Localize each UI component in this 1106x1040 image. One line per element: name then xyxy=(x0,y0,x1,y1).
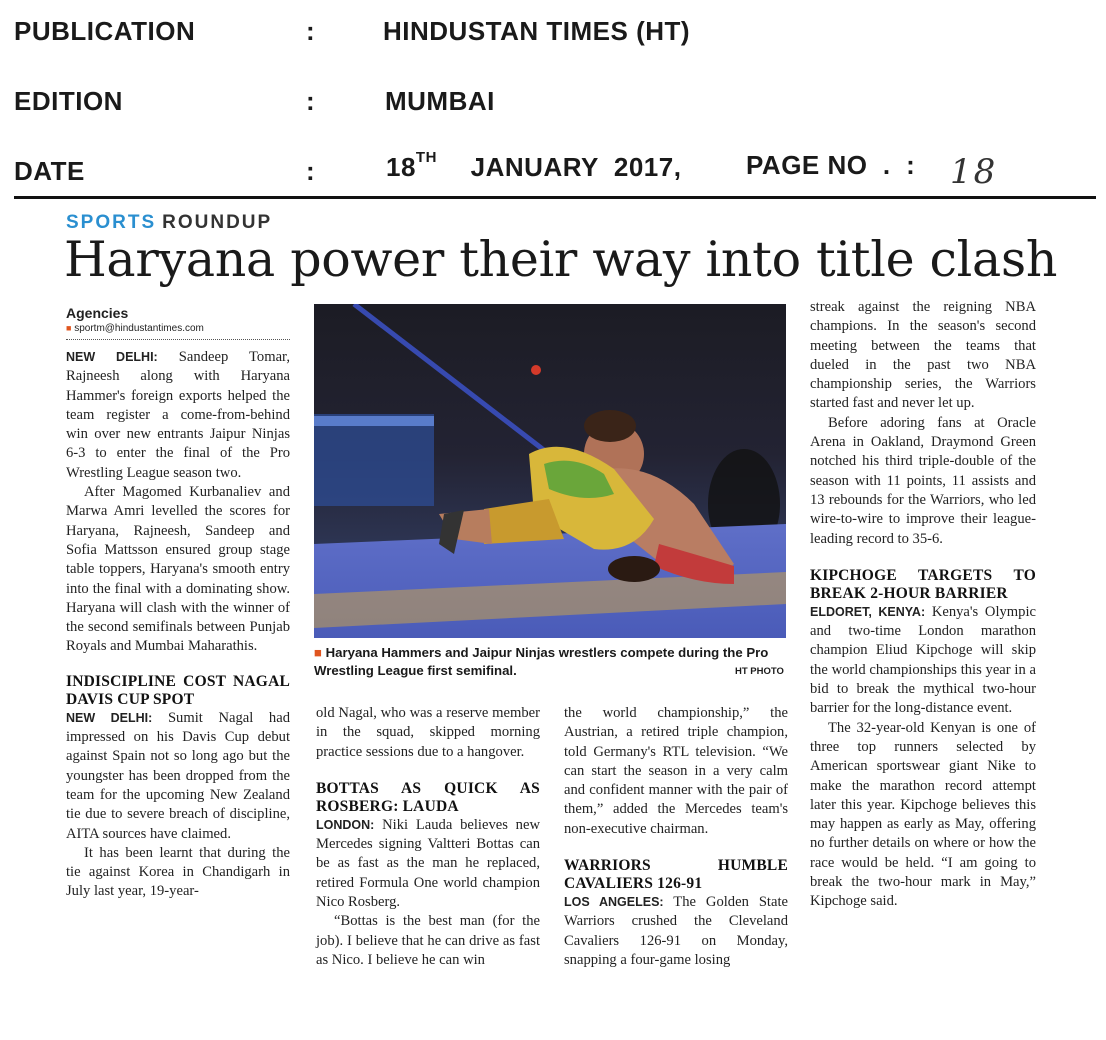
edition-label: EDITION xyxy=(14,86,123,116)
byline: Agencies xyxy=(66,305,129,321)
story3-para2: “Bottas is the best man (for the job). I believe that he can drive as fast as Nico. I believe he can win xyxy=(316,913,540,968)
column-2 xyxy=(316,704,540,970)
date-month-year: JANUARY 2017, xyxy=(470,152,682,182)
wrestlers-illustration xyxy=(314,304,786,638)
photo-credit: HT PHOTO xyxy=(735,666,784,677)
caption-bullet-icon: ■ xyxy=(314,645,322,660)
story5-para1: ELDORET, KENYA: Kenya's Olympic and two-time London marathon champion Eliud Kipchoge will skip the world championships this year in a bid to break the mythical two-hour barrier for the long-distance event. xyxy=(810,603,1036,717)
story2-dateline: NEW DELHI: xyxy=(66,710,153,725)
date-suffix: TH xyxy=(415,149,437,167)
date-separator: : xyxy=(306,156,316,186)
photo-caption: ■ Haryana Hammers and Jaipur Ninjas wrestlers compete during the Pro Wrestling League first semifinal. xyxy=(314,645,769,678)
publication-label: PUBLICATION xyxy=(14,16,196,46)
story2-para2: It has been learnt that during the tie against Korea in Chandigarh in July last year, 19-year- xyxy=(66,844,290,900)
story4-dateline: LOS ANGELES: xyxy=(564,895,664,910)
kicker-roundup: ROUNDUP xyxy=(162,212,273,233)
edition-value: MUMBAI xyxy=(385,86,495,116)
story2-para1: NEW DELHI: Sumit Nagal had impressed on his Davis Cup debut against Spain not so long ago but the youngster has been dropped from the team for the upcoming New Zealand tie due to severe breach of discipline, AITA sources have claimed. xyxy=(66,709,290,842)
publication-separator: : xyxy=(306,16,316,46)
kicker-sports: SPORTS xyxy=(66,212,157,233)
story5-para2: The 32-year-old Kenyan is one of three top runners selected by American sportswear giant Nike to make the marathon record attempt later this year. Kipchoge believes this may happen as early as May, offering no further details on where or how the race would be held. “I am going to break the two-hour mark in May,” Kipchoge said. xyxy=(810,719,1036,910)
date-day: 18 xyxy=(386,152,416,182)
page-number-handwritten: 18 xyxy=(950,152,998,192)
story1-dateline: NEW DELHI: xyxy=(66,350,158,364)
story2-heading: INDISCIPLINE COST NAGAL DAVIS CUP SPOT xyxy=(66,672,290,708)
story1-para1: NEW DELHI: Sandeep Tomar, Rajneesh along with Haryana Hammer's foreign exports helped the team register a come-from-behind win over new entrants Jaipur Ninjas 6-3 to enter the final of the Pro Wrestling League season two. xyxy=(66,349,290,481)
publication-value: HINDUSTAN TIMES (HT) xyxy=(383,16,691,46)
story4-para1: LOS ANGELES: The Golden State Warriors crushed the Cleveland Cavaliers 126-91 on Monday, snapping a four-game losing xyxy=(564,894,788,968)
story1-para2: After Magomed Kurbanaliev and Marwa Amri levelled the scores for Haryana, Rajneesh, Sandeep and Sofia Mattsson ensured group stage table toppers, Haryana's smooth entry into the final with a dominating show. Haryana will clash with the winner of the second semifinals between Punjab Royals and Mumbai Maharathis. xyxy=(66,484,290,655)
story4-para1-continued: streak against the reigning NBA champions. In the season's second meeting between the teams that dueled in the past two NBA championship series, the Warriors started fast and never let up. xyxy=(810,299,1036,412)
story3-para2-continued: the world championship,” the Austrian, a retired triple champion, told Germany's RTL television. “We can start the season in a very calm and confident manner with the pair of them,” added the Mercedes team's non-executive chairman. xyxy=(564,705,788,837)
story3-heading: BOTTAS AS QUICK AS ROSBERG: LAUDA xyxy=(316,779,540,815)
story2-para2-continued: old Nagal, who was a reserve member in the squad, skipped morning practice sessions due to a hangover. xyxy=(316,705,540,760)
column-3 xyxy=(564,704,788,970)
story4-heading: WARRIORS HUMBLE CAVALIERS 126-91 xyxy=(564,857,788,893)
story5-dateline: ELDORET, KENYA: xyxy=(810,604,926,619)
headline: Haryana power their way into title clash xyxy=(64,231,1058,288)
header-rule xyxy=(14,196,1096,199)
bullet-icon: ■ xyxy=(66,323,72,333)
story3-para1: LONDON: Niki Lauda believes new Mercedes signing Valtteri Bottas can be as fast as the man he replaced, retired Formula One world champion Nico Rosberg. xyxy=(316,816,540,911)
byline-email: ■ sportm@hindustantimes.com xyxy=(66,321,290,340)
wrestling-photo xyxy=(314,304,786,638)
column-4 xyxy=(810,298,1036,912)
column-1 xyxy=(66,305,290,902)
story4-para2: Before adoring fans at Oracle Arena in Oakland, Draymond Green notched his third triple-double of the season with 11 points, 11 assists and 13 rebounds for the Warriors, who led wire-to-wire to improve their league-leading record to 35-6. xyxy=(810,414,1036,547)
story5-heading: KIPCHOGE TARGETS TO BREAK 2-HOUR BARRIER xyxy=(810,566,1036,602)
edition-separator: : xyxy=(306,86,316,116)
date-value xyxy=(386,149,682,183)
page-label: PAGE NO . : xyxy=(746,150,916,180)
story3-dateline: LONDON: xyxy=(316,817,375,832)
date-label: DATE xyxy=(14,156,85,186)
